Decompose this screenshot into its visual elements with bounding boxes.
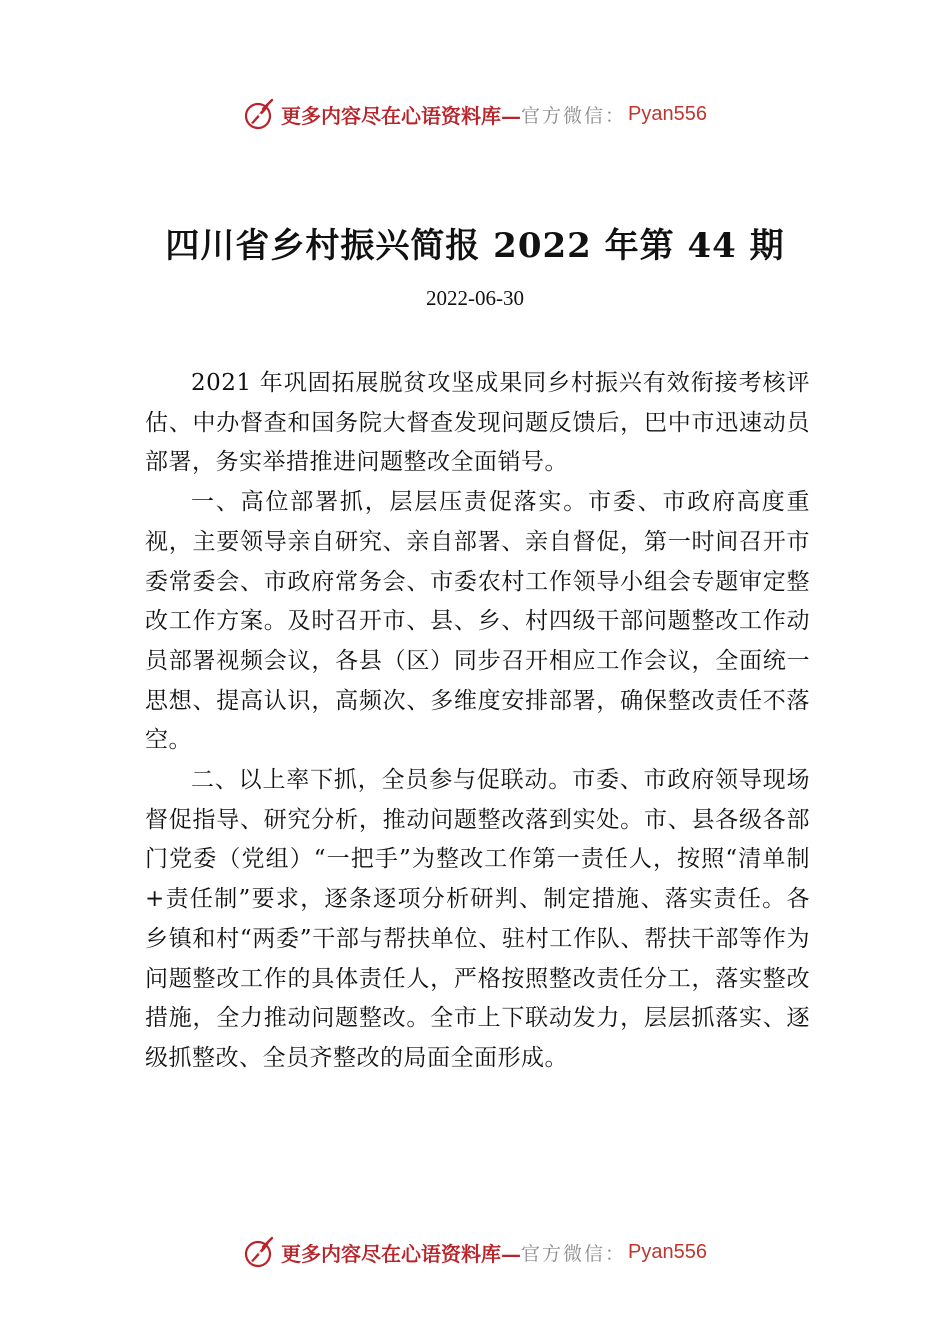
document-date: 2022-06-30 [426, 286, 524, 310]
header-banner [0, 94, 950, 134]
footer-banner [0, 1232, 950, 1272]
footer-brand-text: 更多内容尽在心语资料库— [281, 1241, 521, 1266]
pen-nib-logo-icon [243, 97, 277, 131]
header-wechat-label: 官方微信： [521, 104, 627, 127]
body-paragraph-intro: 2021 年巩固拓展脱贫攻坚成果同乡村振兴有效衔接考核评估、中办督查和国务院大督查发现问题反馈后，巴中市迅速动员部署，务实举措推进问题整改全面销号。 [145, 370, 810, 476]
body-paragraph-section-one: 一、高位部署抓，层层压责促落实。市委、市政府高度重视，主要领导亲自研究、亲自部署、亲自督促，第一时间召开市委常委会、市政府常务会、市委农村工作领导小组会专题审定整改工作方案。及时召开市、县、乡、村四级干部问题整改工作动员部署视频会议，各县（区）同步召开相应工作会议，全面统一思想、提高认识，高频次、多维度安排部署，确保整改责任不落空。 [145, 489, 810, 754]
pen-nib-logo-icon [243, 1235, 277, 1269]
header-wechat-id: Pyan556 [628, 102, 707, 125]
footer-wechat-id: Pyan556 [628, 1240, 707, 1263]
body-paragraph-section-two: 二、以上率下抓，全员参与促联动。市委、市政府领导现场督促指导、研究分析，推动问题整改落到实处。市、县各级各部门党委（党组）“一把手”为整改工作第一责任人，按照“清单制+责任制”要求，逐条逐项分析研判、制定措施、落实责任。各乡镇和村“两委”干部与帮扶单位、驻村工作队、帮扶干部等作为问题整改工作的具体责任人，严格按照整改责任分工，落实整改措施，全力推动问题整改。全市上下联动发力，层层抓落实、逐级抓整改、全员齐整改的局面全面形成。 [145, 767, 810, 1071]
document-body [145, 364, 810, 1079]
header-brand-text: 更多内容尽在心语资料库— [281, 103, 521, 128]
footer-wechat-label: 官方微信： [521, 1242, 627, 1265]
document-title: 四川省乡村振兴简报 2022 年第 44 期 [165, 226, 785, 266]
